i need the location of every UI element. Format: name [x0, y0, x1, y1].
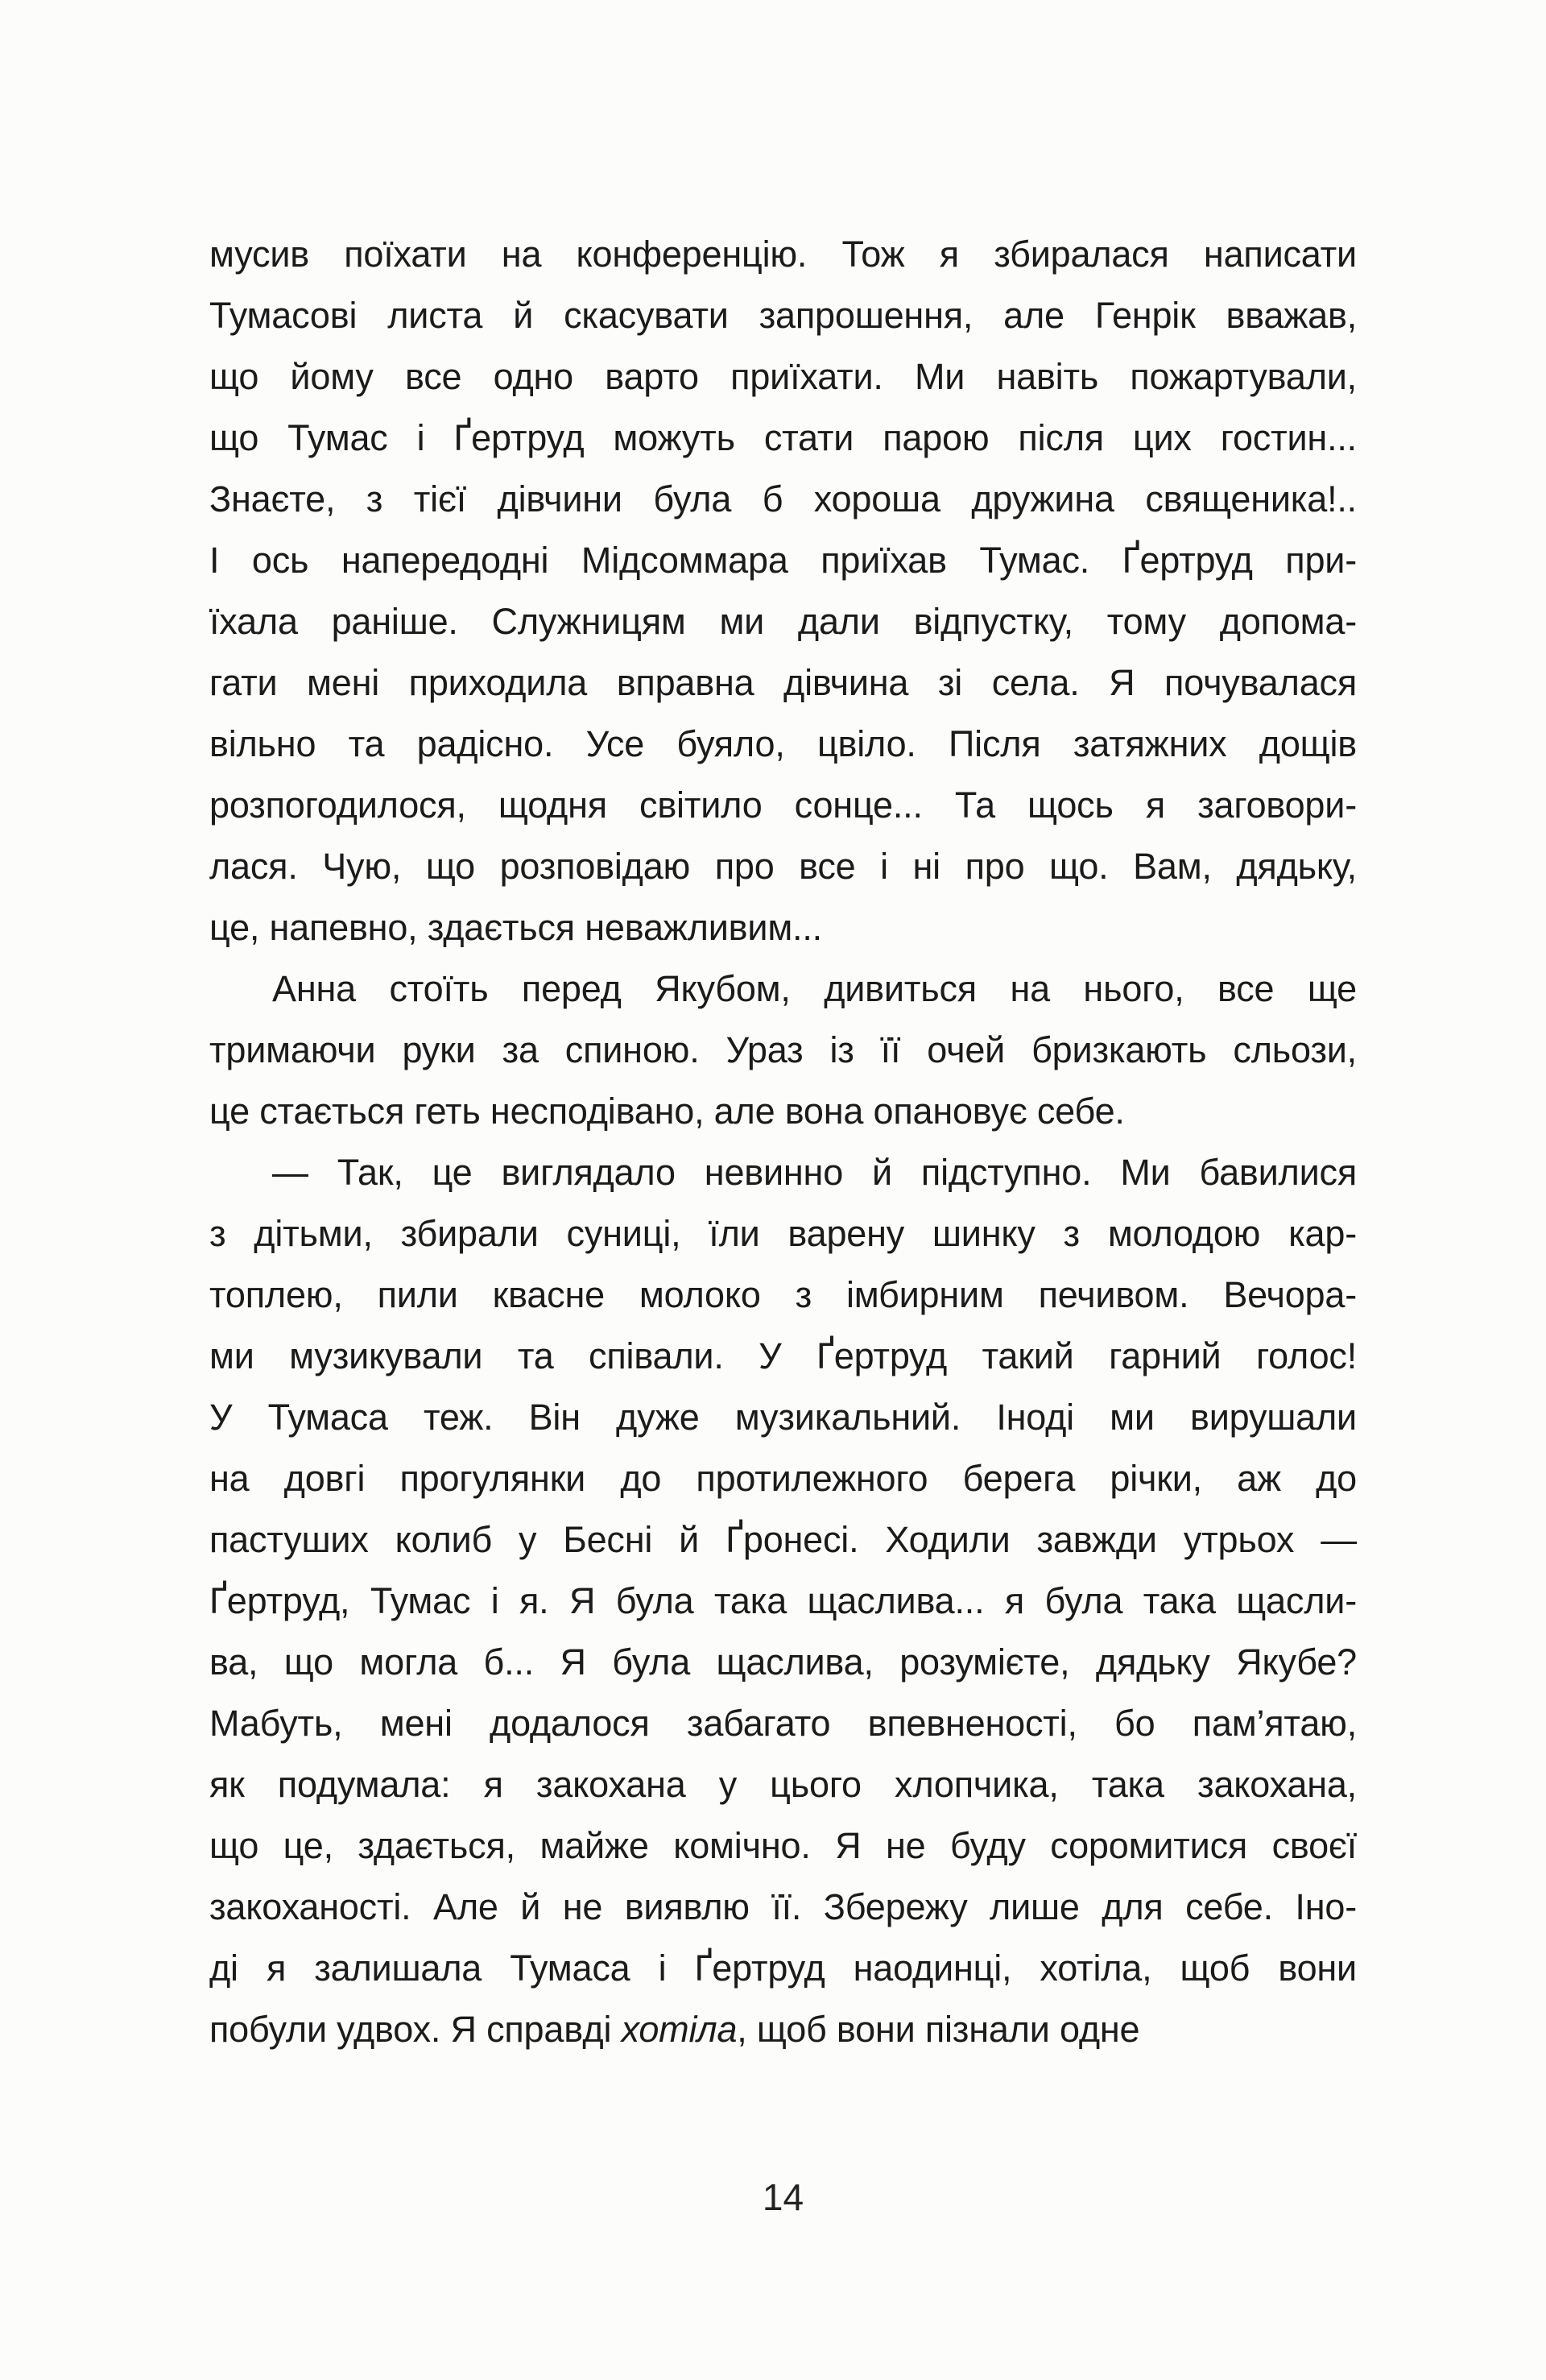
- paragraph: [209, 224, 1357, 958]
- text-line: У Тумаса теж. Він дуже музикальний. Іноді ми вирушали: [209, 1397, 1357, 1438]
- text-line: тримаючи руки за спиною. Ураз із її очей бризкають сльози,: [209, 1029, 1357, 1070]
- text-line: вільно та радісно. Усе буяло, цвіло. Після затяжних дощів: [209, 723, 1357, 764]
- paragraph: [209, 958, 1357, 1142]
- page-number: 14: [762, 2176, 804, 2218]
- text-line: як подумала: я закохана у цього хлопчика, така закохана,: [209, 1764, 1357, 1805]
- text-line: що Тумас і Ґертруд можуть стати парою після цих гостин...: [209, 417, 1357, 458]
- text-line: Мабуть, мені додалося забагато впевненості, бо пам’ятаю,: [209, 1703, 1357, 1744]
- text-line: це, напевно, здається неважливим...: [209, 907, 822, 948]
- regular-text: побули удвох. Я справді: [209, 2009, 622, 2050]
- text-line: ми музикували та співали. У Ґертруд такий гарний голос!: [209, 1335, 1357, 1376]
- text-line: це стається геть несподівано, але вона опановує себе.: [209, 1091, 1125, 1132]
- text-line: мусив поїхати на конференцію. Тож я збиралася написати: [209, 234, 1357, 275]
- text-line: Анна стоїть перед Якубом, дивиться на нього, все ще: [272, 968, 1357, 1009]
- text-line: з дітьми, збирали суниці, їли варену шинку з молодою кар-: [209, 1213, 1357, 1254]
- text-line: що йому все одно варто приїхати. Ми навіть пожартували,: [209, 356, 1357, 397]
- text-line: пастуших колиб у Бесні й Ґронесі. Ходили завжди утрьох —: [209, 1519, 1357, 1560]
- text-block: [209, 224, 1357, 2060]
- regular-text: , щоб вони пізнали одне: [737, 2009, 1140, 2050]
- text-line: гати мені приходила вправна дівчина зі села. Я почувалася: [209, 662, 1357, 703]
- text-line: топлею, пили квасне молоко з імбирним печивом. Вечора-: [209, 1274, 1357, 1315]
- text-line: Знаєте, з тієї дівчини була б хороша дружина священика!..: [209, 478, 1357, 519]
- text-line: розпогодилося, щодня світило сонце... Та щось я заговори-: [209, 784, 1357, 826]
- text-line: Тумасові листа й скасувати запрошення, але Генрік вважав,: [209, 295, 1357, 336]
- text-line: на довгі прогулянки до протилежного берега річки, аж до: [209, 1458, 1357, 1499]
- text-line: І ось напередодні Мідсоммара приїхав Тумас. Ґертруд при-: [209, 540, 1357, 581]
- text-line: Ґертруд, Тумас і я. Я була така щаслива... я була така щасли-: [209, 1580, 1357, 1621]
- text-line: ді я залишала Тумаса і Ґертруд наодинці, хотіла, щоб вони: [209, 1947, 1357, 1989]
- text-line: ва, що могла б... Я була щаслива, розумієте, дядьку Якубе?: [209, 1641, 1357, 1683]
- text-line: лася. Чую, що розповідаю про все і ні про що. Вам, дядьку,: [209, 846, 1357, 887]
- text-line: що це, здається, майже комічно. Я не буду соромитися своєї: [209, 1825, 1357, 1866]
- text-line: [209, 1999, 1357, 2060]
- italic-text: хотіла: [621, 2009, 738, 2050]
- paragraph: [209, 1142, 1357, 2060]
- text-line: їхала раніше. Служницям ми дали відпустку, тому допома-: [209, 601, 1357, 642]
- text-line: — Так, це виглядало невинно й підступно. Ми бавилися: [272, 1152, 1357, 1193]
- text-line: закоханості. Але й не виявлю її. Збережу лише для себе. Іно-: [209, 1886, 1357, 1927]
